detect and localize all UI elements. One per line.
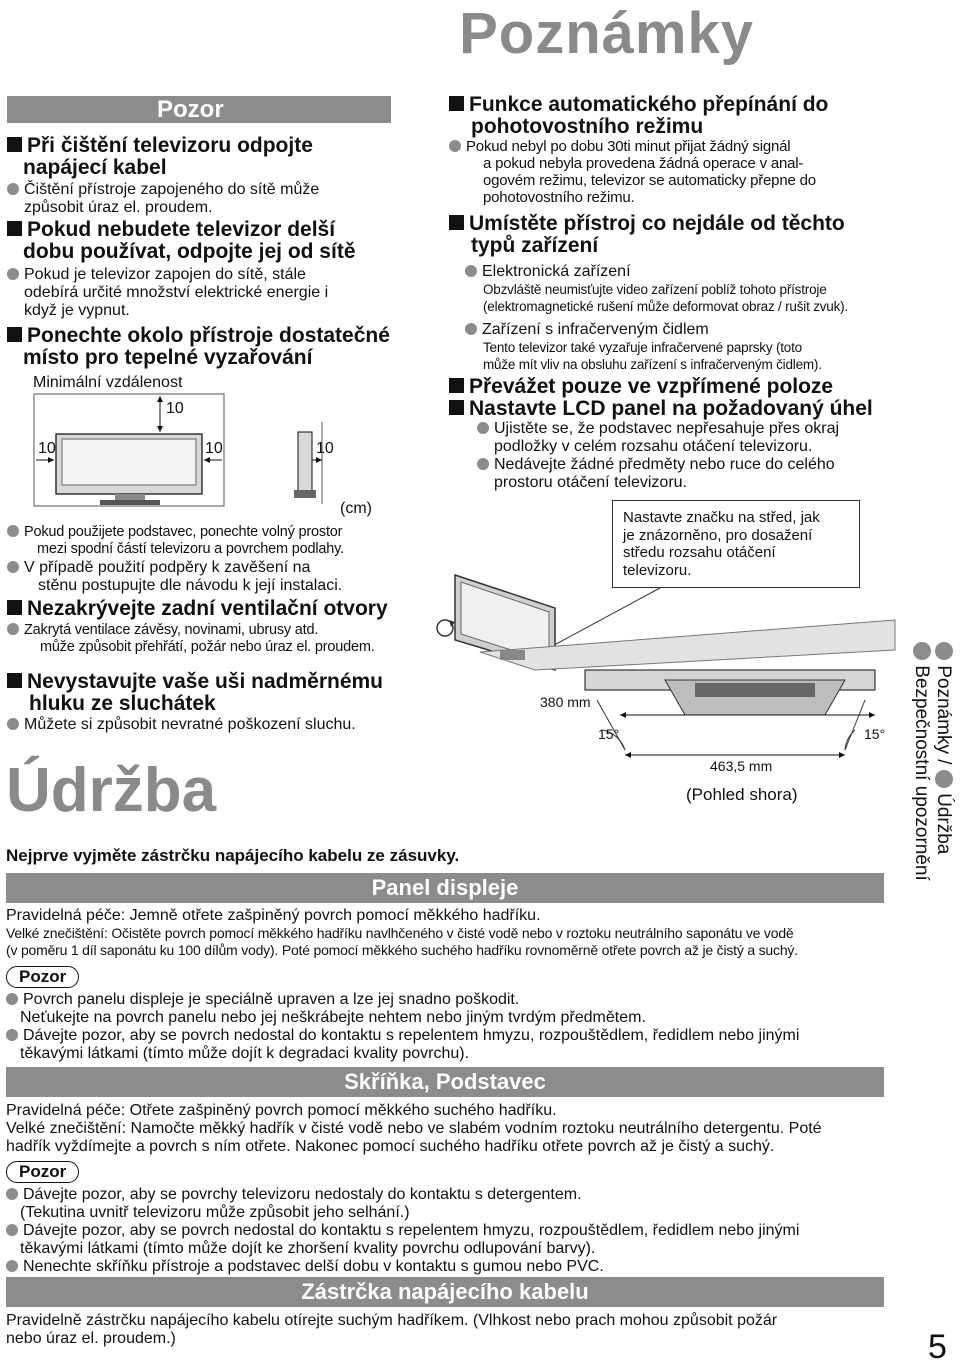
callout-box: Nastavte značku na střed, jak je znázorněno, pro dosažení středu rozsahu otáčení televizoru. xyxy=(612,500,860,588)
angle-left-label: 15° xyxy=(598,726,620,742)
circle-bullet-icon xyxy=(7,268,19,280)
pozor-tag: Pozor xyxy=(6,1161,79,1183)
circle-bullet-icon xyxy=(449,140,461,152)
circle-bullet-icon xyxy=(7,718,19,730)
circle-bullet-icon xyxy=(7,623,19,635)
circle-bullet-icon xyxy=(7,561,19,573)
square-bullet-icon xyxy=(449,96,464,111)
s1-title: Při čištění televizoru odpojte xyxy=(7,135,407,157)
square-bullet-icon xyxy=(449,378,464,393)
panel-header: Panel displeje xyxy=(6,873,884,903)
unit-label: (cm) xyxy=(340,500,372,517)
circle-bullet-icon xyxy=(465,323,477,335)
dim-top-label: 10 xyxy=(166,400,184,417)
square-bullet-icon xyxy=(449,400,464,415)
circle-bullet-icon xyxy=(6,1260,18,1272)
circle-bullet-icon xyxy=(477,458,489,470)
circle-bullet-icon xyxy=(7,525,19,537)
first-step: Nejprve vyjměte zástrčku napájecího kabelu ze zásuvky. xyxy=(6,846,460,865)
square-bullet-icon xyxy=(7,137,22,152)
udrzba-title: Údržba xyxy=(6,756,217,825)
cabinet-section: Pravidelná péče: Otřete zašpiněný povrch pomocí měkkého suchého hadříku. Velké znečištění: Namočte měkký hadřík v čisté vodě nebo ve slabém vodním roztoku neutrálního detergentu. Poté hadřík vyždímejte a povrch s ním otřete. Nakonec pomocí suchého hadříku otřete povrch až je čistý a suchý. Pozor Dávejte pozor, aby se povrchy televizoru nedostaly do kontaktu s detergentem. (Tekutina uvnitř televizoru může způsobit jeho selhání.) Dávejte pozor, aby se povrch nedostal do kontaktu s repelentem hmyzu, rozpouštědlem, ředidlem nebo jinými těkavými látkami (tímto může dojít ke zhoršení kvality povrchu odlupování barvy). Nenechte skříňku přístroje a podstavec delší dobu v kontaktu s gumou nebo PVC. xyxy=(6,1102,822,1275)
circle-marker-icon xyxy=(913,642,931,660)
circle-bullet-icon xyxy=(465,265,477,277)
side-tab: Poznámky / Údržba Bezpečnostní upozornění xyxy=(900,642,954,942)
plug-section: Pravidelně zástrčku napájecího kabelu otírejte suchým hadříkem. (Vlhkost nebo prach mohou způsobit požár nebo úraz el. proudem.) xyxy=(6,1312,778,1347)
angle-right-label: 15° xyxy=(864,726,886,742)
square-bullet-icon xyxy=(7,327,22,342)
cabinet-header: Skříňka, Podstavec xyxy=(6,1067,884,1097)
page-title: Poznámky xyxy=(459,1,754,66)
pozor-section-1: Při čištění televizoru odpojte napájecí kabel Čištění přístroje zapojeného do sítě může způsobit úraz el. proudem. xyxy=(7,135,407,217)
circle-bullet-icon xyxy=(6,1224,18,1236)
circle-marker-icon xyxy=(935,642,953,660)
circle-bullet-icon xyxy=(6,1029,18,1041)
page-number: 5 xyxy=(928,1328,947,1366)
pozor-section-2: Pokud nebudete televizor delší dobu používat, odpojte jej od sítě Pokud je televizor zapojen do sítě, stále odebírá určité množství elektrické energie i když je vypnut. xyxy=(7,219,407,320)
square-bullet-icon xyxy=(7,600,22,615)
square-bullet-icon xyxy=(7,221,22,236)
pozor-section-4: Nezakrývejte zadní ventilační otvory Zakrytá ventilace závěsy, novinami, ubrusy atd. může způsobit přehřátí, požár nebo úraz el. proudem. xyxy=(7,598,407,656)
plug-header: Zástrčka napájecího kabelu xyxy=(6,1277,884,1307)
dim-380-label: 380 mm xyxy=(540,694,591,710)
circle-bullet-icon xyxy=(6,1188,18,1200)
pozor-section-3: Ponechte okolo přístroje dostatečné místo pro tepelné vyzařování xyxy=(7,325,407,369)
dim-side-label: 10 xyxy=(316,440,334,457)
circle-bullet-icon xyxy=(7,183,19,195)
pozor-tag: Pozor xyxy=(6,966,79,988)
pozor-section-3-bullets: Pokud použijete podstavec, ponechte volný prostor mezi spodní částí televizoru a povrchem podlahy. V případě použití podpěry k zavěšení na stěnu postupujte dle návodu k její instalaci. xyxy=(7,524,407,595)
dim-463-label: 463,5 mm xyxy=(710,758,773,774)
circle-bullet-icon xyxy=(6,993,18,1005)
dim-left-label: 10 xyxy=(38,440,56,457)
circle-bullet-icon xyxy=(477,422,489,434)
right-section-1: Funkce automatického přepínání do pohotovostního režimu Pokud nebyl po dobu 30ti minut přijat žádný signál a pokud nebyla provedena žádná operace v anal- ogovém režimu, televizor se automaticky přepne do pohotovostního režimu. xyxy=(449,94,899,206)
pozor-section-5: Nevystavujte vaše uši nadměrnému hluku ze sluchátek Můžete si způsobit nevratné poškození sluchu. xyxy=(7,671,427,734)
swivel-diagram xyxy=(425,500,905,800)
panel-section: Pravidelná péče: Jemně otřete zašpiněný povrch pomocí měkkého hadříku. Velké znečištění: Očistěte povrch pomocí měkkého hadříku navlhčeného v čisté vodě nebo v roztoku neutrálního saponátu ve vodě (v poměru 1 díl saponátu ku 100 dílům vody). Poté pomocí měkkého suchého hadříku rovnoměrně otřete povrch až je čistý a suchý. Pozor Povrch panelu displeje je speciálně upraven a lze jej snadno poškodit. Neťukejte na povrch panelu nebo jej neškrábejte nehtem nebo jiným tvrdým předmětem. Dávejte pozor, aby se povrch nedostal do kontaktu s repelentem hmyzu, rozpouštědlem, ředidlem nebo jinými těkavými látkami (tímto může dojít k degradaci kvality povrchu). xyxy=(6,907,800,1062)
circle-marker-icon xyxy=(935,770,953,788)
view-label: (Pohled shora) xyxy=(686,785,798,804)
min-distance-label: Minimální vzdálenost xyxy=(33,374,183,391)
pozor-header: Pozor xyxy=(7,96,391,123)
square-bullet-icon xyxy=(7,673,22,688)
right-section-2: Umístěte přístroj co nejdále od těchto typů zařízení Elektronická zařízení Obzvláště neumisťujte video zařízení poblíž tohoto přístroje (elektromagnetické rušení může deformovat obraz / rušit zvuk). Zařízení s infračerveným čidlem Tento televizor také vyzařuje infračervené paprsky (toto může mít vliv na obsluhu zařízení s infračerveným čidlem). xyxy=(449,213,909,373)
square-bullet-icon xyxy=(449,215,464,230)
dim-right-label: 10 xyxy=(205,440,223,457)
right-section-3: Převážet pouze ve vzpřímené poloze Nastavte LCD panel na požadovaný úhel Ujistěte se, že podstavec nepřesahuje přes okraj podložky v celém rozsahu otáčení televizoru. Nedávejte žádné předměty nebo ruce do celého prostoru otáčení televizoru. xyxy=(449,376,909,492)
